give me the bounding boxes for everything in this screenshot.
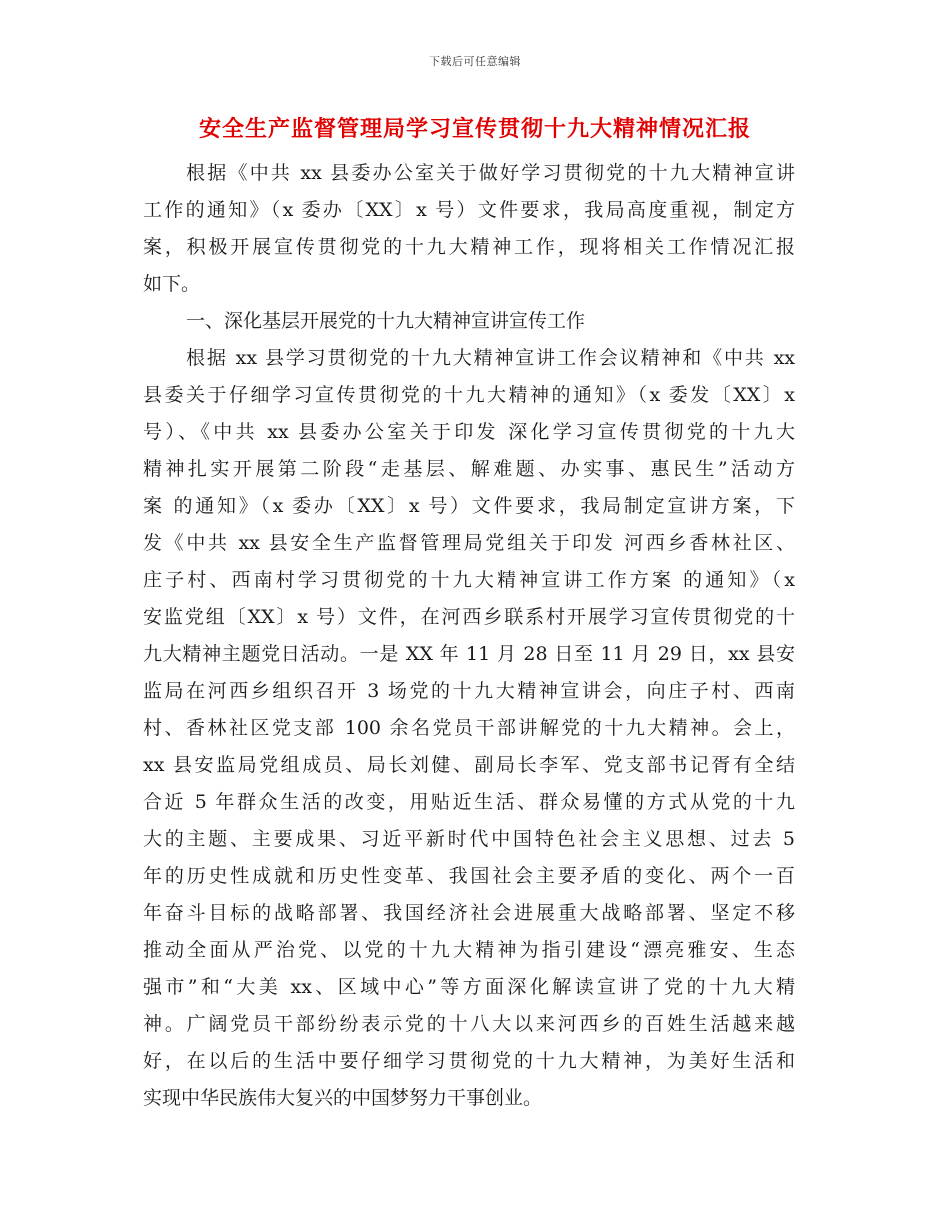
paragraph-line: 案 的通知》（x 委办〔XX〕x 号）文件要求，我局制定宣讲方案，下 xyxy=(143,495,795,517)
document-title: 安全生产监督管理局学习宣传贯彻十九大精神情况汇报 xyxy=(198,117,751,142)
paragraph-line: 根据 xx 县学习贯彻党的十九大精神宣讲工作会议精神和《中共 xx xyxy=(186,347,795,369)
paragraph-line: 根据《中共 xx 县委办公室关于做好学习贯彻党的十九大精神宣讲 xyxy=(186,162,795,184)
paragraph-line: xx 县安监局党组成员、局长刘健、副局长李军、党支部书记胥有全结 xyxy=(143,754,795,776)
page-header-note: 下载后可任意编辑 xyxy=(429,55,521,68)
paragraph-line: 好，在以后的生活中要仔细学习贯彻党的十九大精神，为美好生活和 xyxy=(143,1050,795,1072)
document-body xyxy=(143,155,795,1117)
paragraph-line: 合近 5 年群众生活的改变，用贴近生活、群众易懂的方式从党的十九 xyxy=(143,791,795,813)
paragraph-line: 案，积极开展宣传贯彻党的十九大精神工作，现将相关工作情况汇报 xyxy=(143,236,795,258)
paragraph-line: 村、香林社区党支部 100 余名党员干部讲解党的十九大精神。会上， xyxy=(143,717,795,739)
paragraph-line: 年的历史性成就和历史性变革、我国社会主要矛盾的变化、两个一百 xyxy=(143,865,795,887)
paragraph-line: 庄子村、西南村学习贯彻党的十九大精神宣讲工作方案 的通知》（x xyxy=(143,569,795,591)
paragraph-line: 九大精神主题党日活动。一是 XX 年 11 月 28 日至 11 月 29 日，xx 县安 xyxy=(143,643,795,665)
paragraph-line: 工作的通知》（x 委办〔XX〕x 号）文件要求，我局高度重视，制定方 xyxy=(143,199,795,221)
paragraph-line: 县委关于仔细学习宣传贯彻党的十九大精神的通知》（x 委发〔XX〕x xyxy=(143,384,795,406)
paragraph-line: 号）、《中共 xx 县委办公室关于印发 深化学习宣传贯彻党的十九大 xyxy=(143,421,795,443)
paragraph-line: 大的主题、主要成果、习近平新时代中国特色社会主义思想、过去 5 xyxy=(143,828,795,850)
paragraph-line: 安监党组〔XX〕x 号）文件，在河西乡联系村开展学习宣传贯彻党的十 xyxy=(143,606,795,628)
paragraph-line: 强市”和“大美 xx、区域中心”等方面深化解读宣讲了党的十九大精 xyxy=(143,976,795,998)
paragraph-line: 监局在河西乡组织召开 3 场党的十九大精神宣讲会，向庄子村、西南 xyxy=(143,680,795,702)
paragraph-line: 精神扎实开展第二阶段“走基层、解难题、办实事、惠民生”活动方 xyxy=(143,458,795,480)
paragraph-line: 推动全面从严治党、以党的十九大精神为指引建设“漂亮雅安、生态 xyxy=(143,939,795,961)
section-heading: 一、深化基层开展党的十九大精神宣讲宣传工作 xyxy=(186,310,586,332)
paragraph-line: 实现中华民族伟大复兴的中国梦努力干事创业。 xyxy=(143,1087,543,1109)
paragraph-line: 发《中共 xx 县安全生产监督管理局党组关于印发 河西乡香林社区、 xyxy=(143,532,795,554)
paragraph-line: 年奋斗目标的战略部署、我国经济社会进展重大战略部署、坚定不移 xyxy=(143,902,795,924)
paragraph-line: 如下。 xyxy=(143,273,201,295)
paragraph-line: 神。广阔党员干部纷纷表示党的十八大以来河西乡的百姓生活越来越 xyxy=(143,1013,795,1035)
